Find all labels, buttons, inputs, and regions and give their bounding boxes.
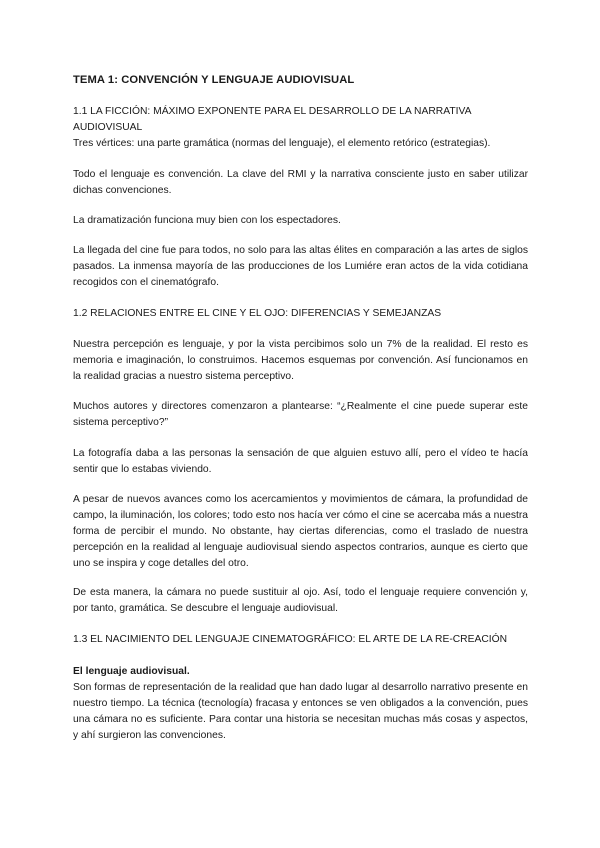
subheading-lenguaje-audiovisual: El lenguaje audiovisual. (73, 666, 190, 677)
paragraph-avances: A pesar de nuevos avances como los acercamientos y movimientos de cámara, la profundidad de campo, la iluminación, los colores; todo esto nos hacía ver cómo el cine se acercaba más a nuestra forma de percibir el mundo. No obstante, hay ciertas diferencias, como el traslado de nuestra percepción en la realidad al lenguaje audiovisual siendo aspectos contrarios, aunque es cierto que uno se inspira y coge detalles del otro. (73, 494, 528, 569)
paragraph-percepcion: Nuestra percepción es lenguaje, y por la vista percibimos solo un 7% de la realidad. El resto es memoria e imaginación, lo construimos. Hacemos esquemas por convención. Así funcionamos en la realidad gracias a nuestro sistema perceptivo. (73, 339, 528, 382)
section-heading-1-2: 1.2 RELACIONES ENTRE EL CINE Y EL OJO: DIFERENCIAS Y SEMEJANZAS (73, 308, 442, 319)
paragraph-formas-representacion: Son formas de representación de la realidad que han dado lugar al desarrollo narrativo presente en nuestro tiempo. La técnica (tecnología) fracasa y entonces se ven obligados a la convención, pues una cámara no es suficiente. Para contar una historia se necesitan muchas más cosas y aspectos, y ahí surgieron las convenciones. (73, 682, 528, 741)
paragraph-vertices: Tres vértices: una parte gramática (normas del lenguaje), el elemento retórico (estrategias). (73, 138, 491, 149)
paragraph-dramatizacion: La dramatización funciona muy bien con los espectadores. (73, 215, 341, 226)
paragraph-camara-ojo: De esta manera, la cámara no puede sustituir al ojo. Así, todo el lenguaje requiere convención y, por tanto, gramática. Se descubre el lenguaje audiovisual. (73, 587, 528, 614)
paragraph-fotografia: La fotografía daba a las personas la sensación de que alguien estuvo allí, pero el vídeo te hacía sentir que lo estabas viviendo. (73, 448, 528, 475)
section-heading-1-1: 1.1 LA FICCIÓN: MÁXIMO EXPONENTE PARA EL DESARROLLO DE LA NARRATIVA AUDIOVISUAL (73, 106, 471, 133)
paragraph-convencion: Todo el lenguaje es convención. La clave del RMI y la narrativa consciente justo en saber utilizar dichas convenciones. (73, 169, 528, 196)
paragraph-autores: Muchos autores y directores comenzaron a plantearse: “¿Realmente el cine puede superar este sistema perceptivo?” (73, 401, 528, 428)
paragraph-llegada-cine: La llegada del cine fue para todos, no solo para las altas élites en comparación a las artes de siglos pasados. La inmensa mayoría de las producciones de los Lumiére eran actos de la vida cotidiana recogidos con el cinematógrafo. (73, 245, 528, 288)
section-heading-1-3: 1.3 EL NACIMIENTO DEL LENGUAJE CINEMATOGRÁFICO: EL ARTE DE LA RE-CREACIÓN (73, 634, 508, 645)
document-title: TEMA 1: CONVENCIÓN Y LENGUAJE AUDIOVISUAL (73, 74, 355, 86)
